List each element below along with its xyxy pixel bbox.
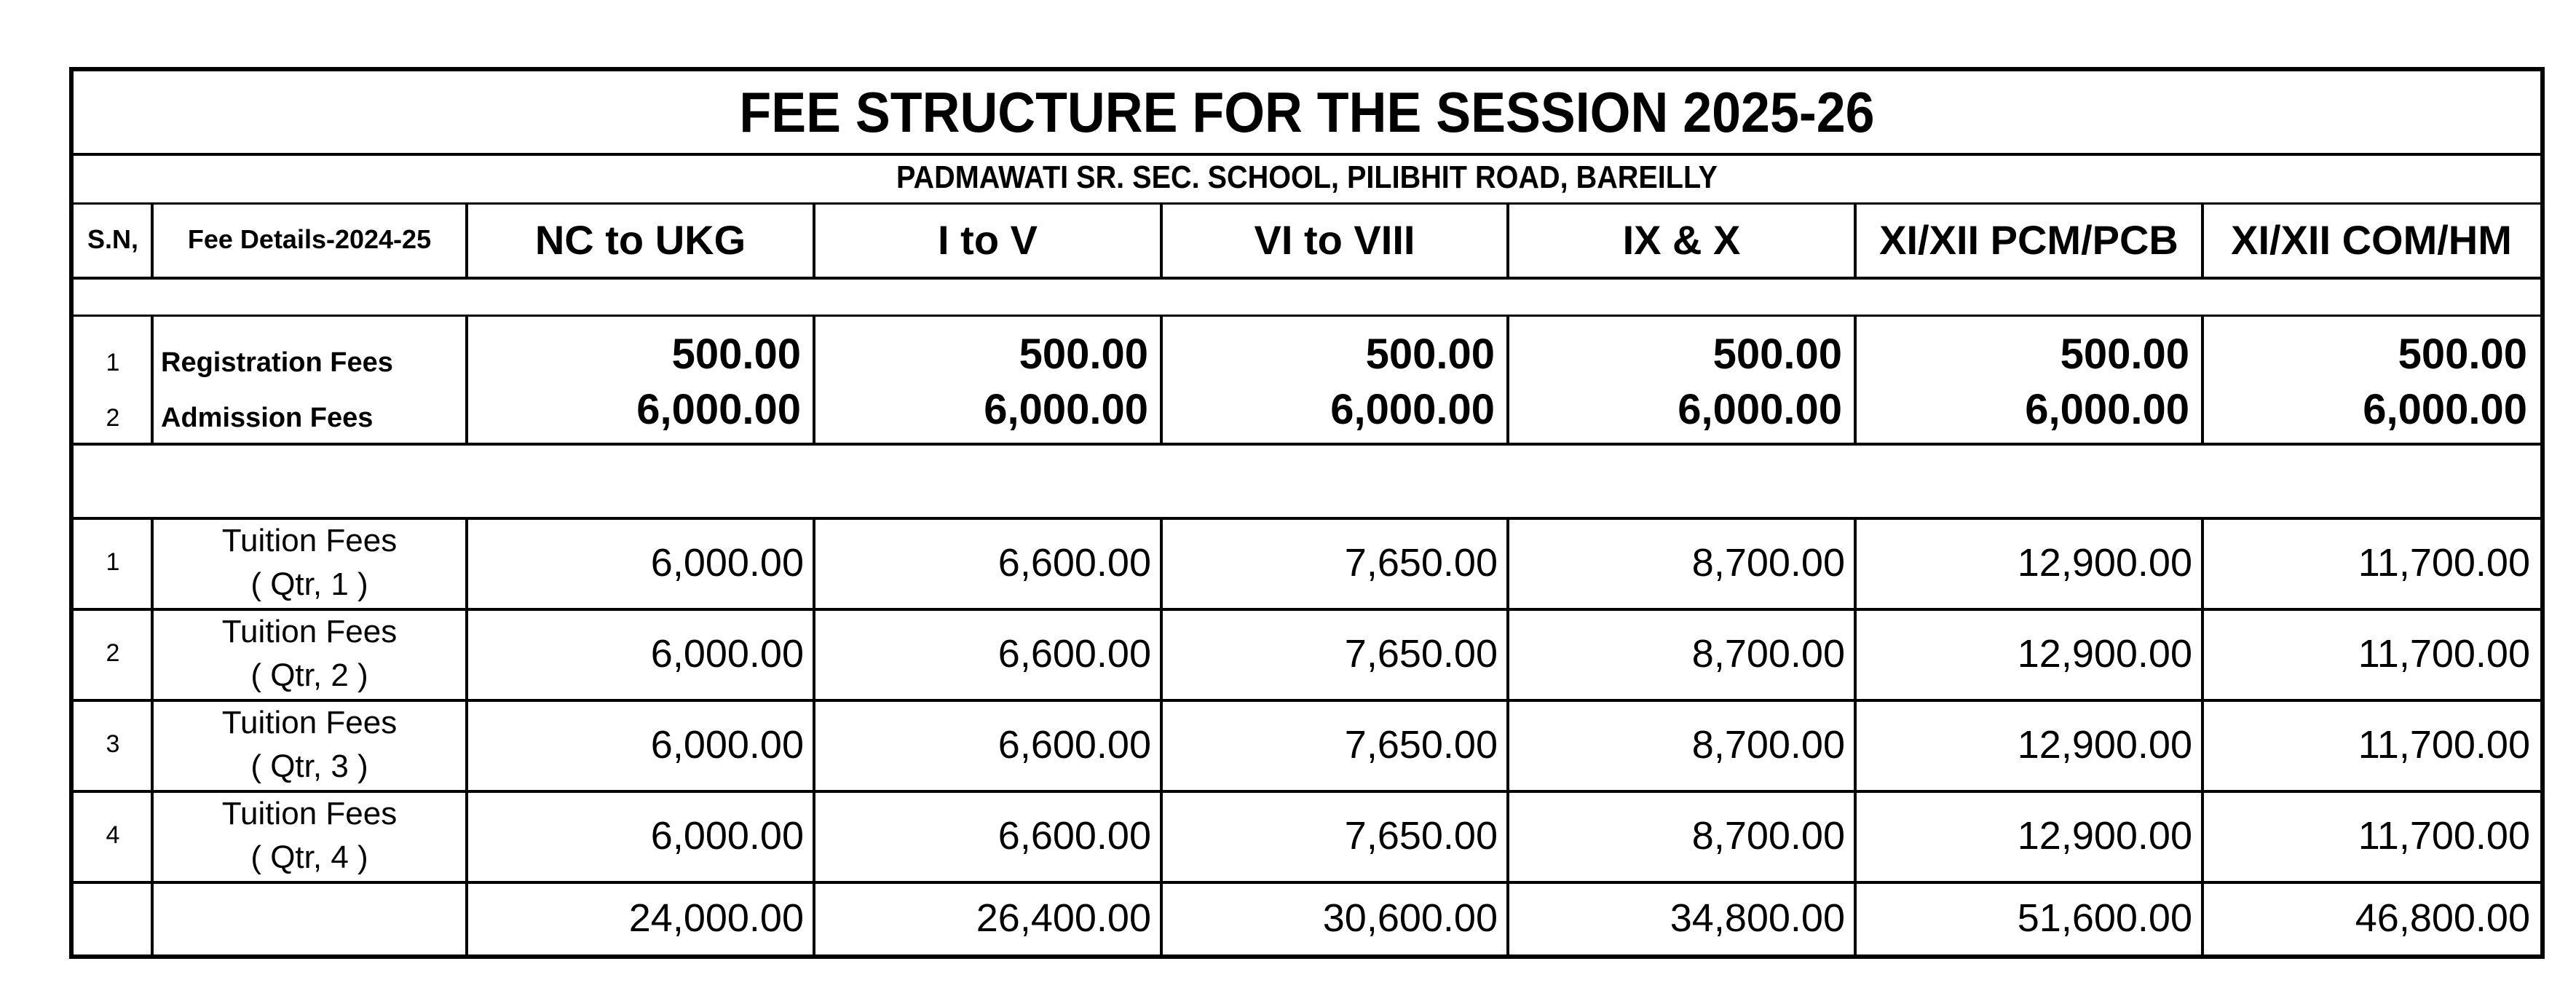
column-divider-2-0 [465, 202, 468, 277]
one-time-value-0-4: 500.00 [2060, 330, 2189, 378]
tuition-label-2 [152, 699, 467, 790]
tuition-value-1-1: 6,600.00 [997, 631, 1151, 676]
tuition-quarter-text: ( Qtr, 4 ) [250, 839, 368, 875]
tuition-value-0-0: 6,000.00 [650, 540, 804, 585]
one-time-value-0-2: 500.00 [1365, 330, 1495, 378]
tuition-label-text: Tuition Fees [221, 704, 398, 740]
tuition-quarter-text: ( Qtr, 2 ) [250, 657, 368, 693]
tuition-quarter-text: ( Qtr, 3 ) [250, 748, 368, 784]
header-class-5: XI/XII COM/HM [2231, 216, 2512, 263]
one-time-value-1-5: 6,000.00 [2363, 385, 2527, 433]
header-fee-details: Fee Details-2024-25 [187, 224, 432, 254]
tuition-label-text: Tuition Fees [221, 795, 398, 831]
column-divider-3-2 [813, 517, 815, 954]
tuition-value-0-1: 6,600.00 [997, 540, 1151, 585]
column-divider-6-2 [1854, 517, 1857, 954]
one-time-value-1-2: 6,000.00 [1330, 385, 1495, 433]
column-divider-3-0 [813, 202, 815, 277]
tuition-value-1-4: 12,900.00 [2017, 631, 2192, 676]
tuition-sn-3: 4 [106, 821, 120, 849]
one-time-value-1-3: 6,000.00 [1678, 385, 1842, 433]
column-divider-2-2 [465, 517, 468, 954]
tuition-label-1 [152, 608, 467, 699]
one-time-sn-1: 2 [106, 403, 120, 432]
tuition-label-0 [152, 517, 467, 608]
column-divider-7-0 [2201, 202, 2204, 277]
column-divider-5-0 [1506, 202, 1509, 277]
column-divider-6-1 [1854, 315, 1857, 443]
page-title: FEE STRUCTURE FOR THE SESSION 2025-26 [739, 79, 1875, 144]
total-value-4: 51,600.00 [2017, 896, 2192, 940]
tuition-sn-0: 1 [106, 548, 120, 576]
column-divider-1-1 [151, 315, 154, 443]
total-value-0: 24,000.00 [628, 896, 804, 940]
column-divider-7-1 [2201, 315, 2204, 443]
one-time-value-0-3: 500.00 [1712, 330, 1842, 378]
tuition-value-3-1: 6,600.00 [997, 813, 1151, 858]
column-divider-6-0 [1854, 202, 1857, 277]
tuition-value-0-5: 11,700.00 [2358, 540, 2530, 585]
column-divider-1-0 [151, 202, 154, 277]
one-time-value-0-5: 500.00 [2398, 330, 2527, 378]
header-class-1: I to V [938, 216, 1038, 263]
header-sn: S.N, [87, 224, 138, 254]
header-class-4: XI/XII PCM/PCB [1879, 216, 2178, 263]
one-time-value-0-0: 500.00 [671, 330, 801, 378]
tuition-value-1-5: 11,700.00 [2358, 631, 2530, 676]
header-divider [74, 277, 2540, 280]
tuition-value-0-3: 8,700.00 [1691, 540, 1845, 585]
one-time-label-1: Admission Fees [161, 402, 374, 433]
tuition-quarter-text: ( Qtr, 1 ) [250, 566, 368, 602]
gap-divider [74, 315, 2540, 317]
header-class-0: NC to UKG [534, 216, 746, 263]
column-divider-1-2 [151, 517, 154, 954]
tuition-value-3-5: 11,700.00 [2358, 813, 2530, 858]
tuition-value-1-3: 8,700.00 [1691, 631, 1845, 676]
school-name: PADMAWATI SR. SEC. SCHOOL, PILIBHIT ROAD, BAREILLY [896, 159, 1718, 195]
tuition-value-2-5: 11,700.00 [2358, 722, 2530, 767]
one-time-value-1-0: 6,000.00 [636, 385, 801, 433]
tuition-value-2-0: 6,000.00 [650, 722, 804, 767]
tuition-value-3-4: 12,900.00 [2017, 813, 2192, 858]
column-divider-3-1 [813, 315, 815, 443]
tuition-value-0-2: 7,650.00 [1344, 540, 1498, 585]
one-time-value-1-1: 6,000.00 [984, 385, 1148, 433]
tuition-value-1-2: 7,650.00 [1344, 631, 1498, 676]
fee-structure-table [69, 67, 2545, 959]
header-class-3: IX & X [1622, 216, 1741, 263]
one-time-label-0: Registration Fees [161, 347, 393, 378]
one-time-value-1-4: 6,000.00 [2025, 385, 2189, 433]
tuition-label-text: Tuition Fees [221, 522, 398, 558]
column-divider-4-0 [1160, 202, 1163, 277]
tuition-value-3-0: 6,000.00 [650, 813, 804, 858]
tuition-value-2-3: 8,700.00 [1691, 722, 1845, 767]
one-time-sn-0: 1 [106, 348, 120, 376]
total-value-2: 30,600.00 [1322, 896, 1498, 940]
column-divider-2-1 [465, 315, 468, 443]
column-divider-4-2 [1160, 517, 1163, 954]
tuition-label-3 [152, 790, 467, 881]
tuition-value-2-4: 12,900.00 [2017, 722, 2192, 767]
tuition-sn-1: 2 [106, 639, 120, 667]
header-class-2: VI to VIII [1254, 216, 1415, 263]
column-divider-7-2 [2201, 517, 2204, 954]
column-divider-5-2 [1506, 517, 1509, 954]
column-divider-5-1 [1506, 315, 1509, 443]
total-value-5: 46,800.00 [2355, 896, 2530, 940]
one-time-divider [74, 443, 2540, 446]
total-value-1: 26,400.00 [976, 896, 1151, 940]
tuition-value-3-3: 8,700.00 [1691, 813, 1845, 858]
tuition-value-2-2: 7,650.00 [1344, 722, 1498, 767]
tuition-value-3-2: 7,650.00 [1344, 813, 1498, 858]
tuition-label-text: Tuition Fees [221, 613, 398, 649]
column-divider-4-1 [1160, 315, 1163, 443]
tuition-sn-2: 3 [106, 730, 120, 758]
tuition-value-2-1: 6,600.00 [997, 722, 1151, 767]
total-value-3: 34,800.00 [1670, 896, 1845, 940]
tuition-value-1-0: 6,000.00 [650, 631, 804, 676]
one-time-value-0-1: 500.00 [1019, 330, 1148, 378]
tuition-value-0-4: 12,900.00 [2017, 540, 2192, 585]
